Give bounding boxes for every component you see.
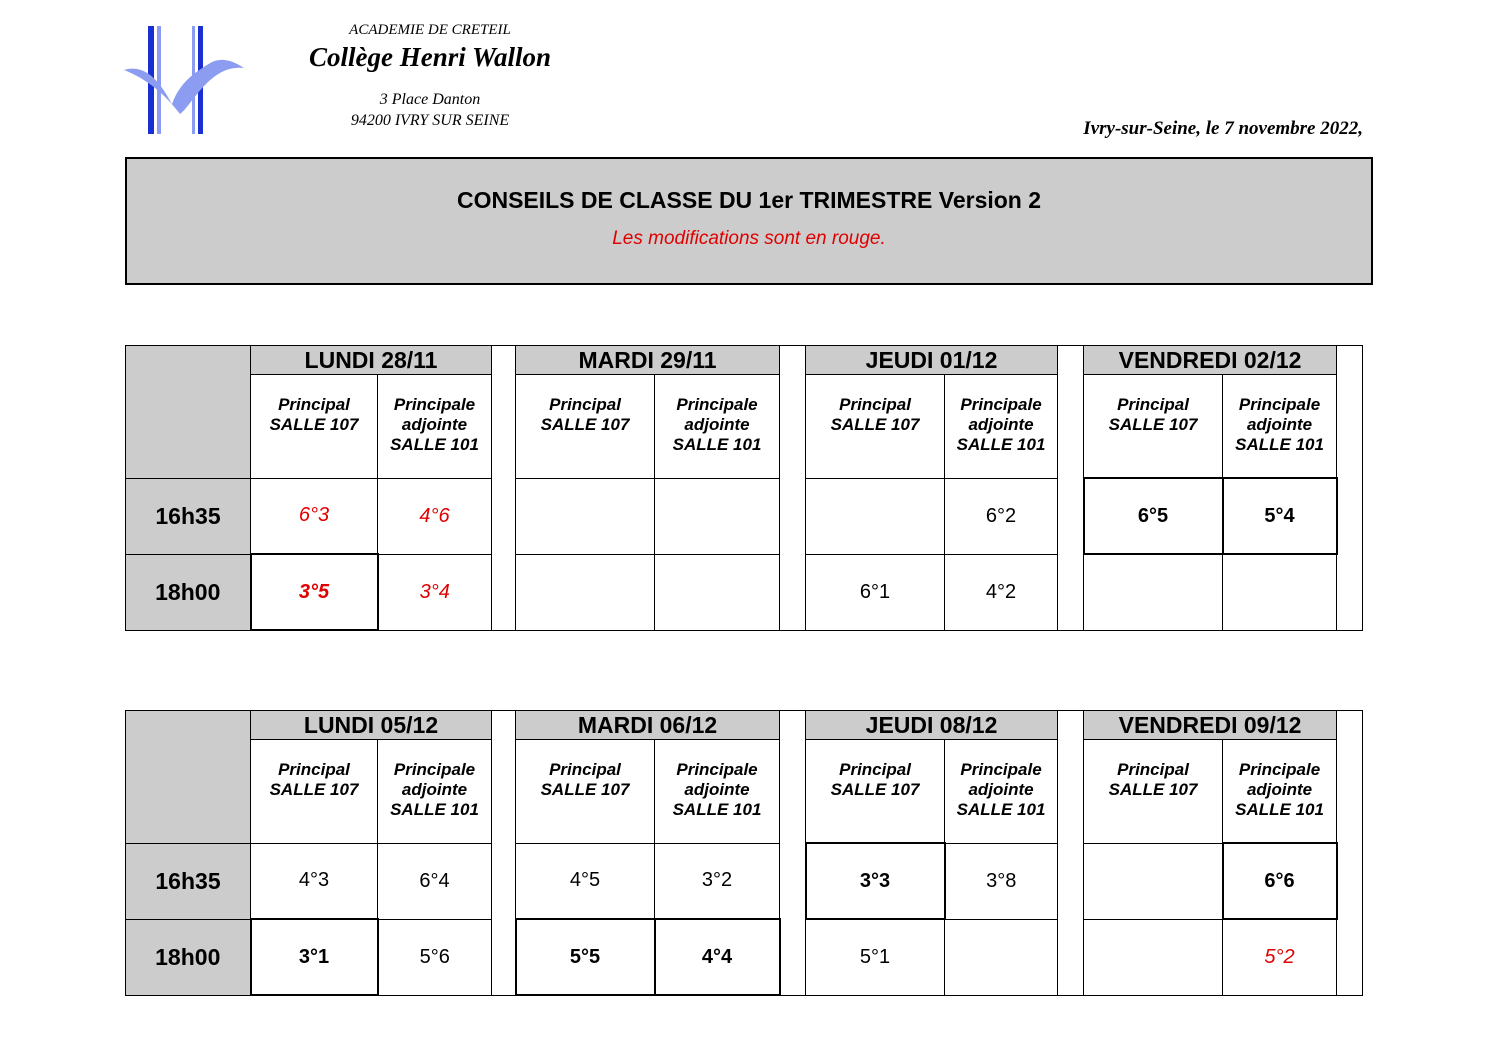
class-cell [516, 554, 655, 630]
role-line: Principal [278, 395, 350, 414]
corner-cell [126, 346, 251, 479]
class-cell [655, 478, 780, 554]
spacer-column [780, 346, 806, 631]
role-line: Principal [1117, 395, 1189, 414]
role-line: Principale [676, 760, 758, 779]
day-header: JEUDI 01/12 [806, 346, 1058, 375]
dateline: Ivry-sur-Seine, le 7 novembre 2022, [1083, 118, 1363, 139]
class-cell [1084, 919, 1223, 995]
address-line-1: 3 Place Danton [379, 91, 481, 108]
class-cell: 3°8 [945, 843, 1058, 919]
role-line: adjointe [401, 780, 468, 799]
role-line: SALLE 107 [830, 780, 920, 799]
spacer-column [492, 711, 516, 996]
role-principal [806, 375, 945, 479]
time-slot: 16h35 [126, 478, 251, 554]
role-line: SALLE 107 [269, 780, 359, 799]
role-line: adjointe [684, 415, 750, 434]
time-slot: 18h00 [126, 554, 251, 630]
class-cell [1084, 554, 1223, 630]
spacer-column [1337, 346, 1363, 631]
role-line: SALLE 101 [672, 800, 762, 819]
role-line: SALLE 107 [269, 415, 359, 434]
title-banner [125, 157, 1373, 285]
academy-name: ACADEMIE DE CRETEIL [349, 22, 511, 38]
banner-title: CONSEILS DE CLASSE DU 1er TRIMESTRE Version 2 [456, 187, 1042, 213]
spacer-column [1058, 711, 1084, 996]
role-line: SALLE 101 [672, 435, 762, 454]
schedule-week-2 [125, 710, 1363, 996]
class-cell: 3°1 [251, 919, 378, 995]
spacer-column [1337, 711, 1363, 996]
class-cell: 5°6 [378, 919, 492, 995]
class-cell: 5°2 [1223, 919, 1337, 995]
role-line: SALLE 107 [830, 415, 920, 434]
class-cell: 6°5 [1084, 478, 1223, 554]
logo-bar-left-inner [157, 26, 161, 134]
role-line: SALLE 107 [540, 415, 630, 434]
college-name: Collège Henri Wallon [308, 42, 552, 72]
role-line: Principal [549, 395, 621, 414]
spacer-column [780, 711, 806, 996]
address-line-2: 94200 IVRY SUR SEINE [350, 112, 510, 129]
role-line: SALLE 101 [390, 435, 479, 454]
role-line: SALLE 101 [1235, 435, 1324, 454]
class-cell: 5°4 [1223, 478, 1337, 554]
class-cell: 3°4 [378, 554, 492, 630]
class-cell: 3°5 [251, 554, 378, 630]
class-cell [806, 478, 945, 554]
spacer-column [492, 346, 516, 631]
role-adjointe [655, 740, 780, 844]
day-header: MARDI 06/12 [516, 711, 780, 740]
spacer-column [1058, 346, 1084, 631]
banner-subtitle: Les modifications sont en rouge. [612, 228, 886, 249]
role-line: Principal [278, 760, 350, 779]
class-cell: 5°5 [516, 919, 655, 995]
class-cell: 3°2 [655, 843, 780, 919]
role-principal [516, 740, 655, 844]
day-header: MARDI 29/11 [516, 346, 780, 375]
class-cell: 6°1 [806, 554, 945, 630]
role-line: adjointe [684, 780, 750, 799]
role-line: adjointe [968, 415, 1034, 434]
role-adjointe [378, 740, 492, 844]
class-cell: 6°2 [945, 478, 1058, 554]
role-line: SALLE 101 [1235, 800, 1324, 819]
class-cell: 5°1 [806, 919, 945, 995]
role-adjointe [1223, 375, 1337, 479]
role-principal [251, 375, 378, 479]
role-principal [1084, 375, 1223, 479]
role-line: SALLE 107 [540, 780, 630, 799]
class-cell: 6°4 [378, 843, 492, 919]
role-line: Principale [393, 760, 476, 779]
schedule-week-1 [125, 345, 1363, 631]
class-cell: 4°3 [251, 843, 378, 919]
role-line: Principal [549, 760, 621, 779]
role-adjointe [945, 375, 1058, 479]
role-line: Principale [960, 760, 1042, 779]
class-cell [655, 554, 780, 630]
role-line: Principale [676, 395, 758, 414]
role-line: SALLE 107 [1108, 415, 1198, 434]
corner-cell [126, 711, 251, 844]
role-principal [516, 375, 655, 479]
day-header: LUNDI 28/11 [251, 346, 492, 375]
time-slot: 16h35 [126, 843, 251, 919]
college-logo [120, 22, 250, 140]
role-line: adjointe [1246, 415, 1313, 434]
role-principal [806, 740, 945, 844]
role-line: SALLE 107 [1108, 780, 1198, 799]
role-line: Principale [1238, 395, 1321, 414]
class-cell: 6°3 [251, 478, 378, 554]
class-cell [1223, 554, 1337, 630]
role-principal [251, 740, 378, 844]
class-cell: 4°4 [655, 919, 780, 995]
role-line: adjointe [401, 415, 468, 434]
class-cell: 6°6 [1223, 843, 1337, 919]
time-slot: 18h00 [126, 919, 251, 995]
class-cell: 4°2 [945, 554, 1058, 630]
role-adjointe [378, 375, 492, 479]
class-cell [1084, 843, 1223, 919]
role-line: Principal [839, 760, 911, 779]
role-line: adjointe [968, 780, 1034, 799]
role-adjointe [945, 740, 1058, 844]
role-line: Principal [1117, 760, 1189, 779]
class-cell: 4°5 [516, 843, 655, 919]
class-cell: 3°3 [806, 843, 945, 919]
class-cell: 4°6 [378, 478, 492, 554]
role-line: Principale [960, 395, 1042, 414]
role-line: Principale [1238, 760, 1321, 779]
day-header: JEUDI 08/12 [806, 711, 1058, 740]
role-line: adjointe [1246, 780, 1313, 799]
day-header: LUNDI 05/12 [251, 711, 492, 740]
role-line: Principale [393, 395, 476, 414]
role-line: Principal [839, 395, 911, 414]
role-line: SALLE 101 [956, 800, 1046, 819]
logo-wing [124, 60, 244, 114]
role-line: SALLE 101 [390, 800, 479, 819]
role-line: SALLE 101 [956, 435, 1046, 454]
role-adjointe [655, 375, 780, 479]
role-adjointe [1223, 740, 1337, 844]
class-cell [945, 919, 1058, 995]
day-header: VENDREDI 09/12 [1084, 711, 1337, 740]
role-principal [1084, 740, 1223, 844]
class-cell [516, 478, 655, 554]
day-header: VENDREDI 02/12 [1084, 346, 1337, 375]
